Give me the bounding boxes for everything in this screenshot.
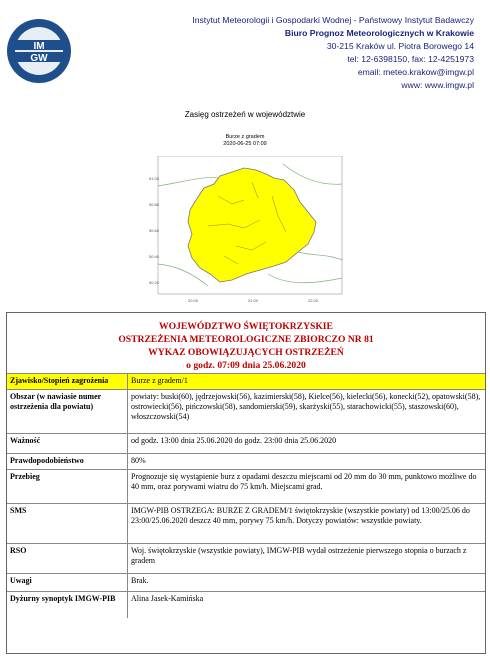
row-label: Obszar (w nawiasie numer ostrzeżenia dla powiatu) [7, 390, 128, 434]
email: email: meteo.krakow@imgw.pl [357, 67, 474, 77]
table-row [7, 454, 485, 470]
svg-text:GW: GW [30, 53, 48, 64]
lat-tick: 50.20 [149, 280, 160, 285]
svg-text:IM: IM [33, 41, 45, 52]
table-row [7, 374, 485, 390]
row-value: Brak. [128, 574, 486, 592]
row-value: Prognozuje się wystąpienie burz z opadami deszczu miejscami od 20 mm do 30 mm, punktowo możliwe do 40 mm, oraz porywami wiatru do 75 km/h. Miejscami grad. [128, 470, 486, 504]
lon-tick: 21.00 [248, 298, 259, 303]
row-value: 80% [128, 454, 486, 470]
table-row [7, 544, 485, 574]
lon-tick: 22.00 [308, 298, 319, 303]
address: 30-215 Kraków ul. Piotra Borowego 14 [326, 41, 474, 51]
table-row [7, 504, 485, 544]
row-label: Przebieg [7, 470, 128, 504]
row-label: Uwagi [7, 574, 128, 592]
lat-tick: 50.40 [149, 254, 160, 259]
warning-panel [6, 312, 486, 654]
issue-time-heading: o godz. 07:09 dnia 25.06.2020 [186, 360, 306, 371]
active-warnings-heading: WYKAZ OBOWIĄZUJĄCYCH OSTRZEŻEŃ [148, 347, 344, 358]
table-row [7, 574, 485, 592]
row-label: SMS [7, 504, 128, 544]
row-value: Burze z gradem/1 [128, 374, 486, 390]
row-label: Zjawisko/Stopień zagrożenia [7, 374, 128, 390]
table-row [7, 390, 485, 434]
row-value: Alina Jasek-Kamińska [128, 592, 486, 618]
map-caption-date: 2020-06-25 07:09 [223, 141, 267, 147]
map-canvas [148, 156, 344, 306]
row-label: Dyżurny synoptyk IMGW-PIB [7, 592, 128, 618]
institute-contact [192, 14, 474, 92]
letterhead [0, 0, 490, 100]
lat-tick: 50.60 [149, 228, 160, 233]
row-value: powiaty: buski(60), jędrzejowski(56), kazimierski(58), Kielce(56), kielecki(56), konecki(52), opatowski(58), ostrowiecki(56), pińczowski(58), sandomierski(59), skarżyski(55), starachowicki(55), staszowski(60), włoszczowski(54) [128, 390, 486, 434]
lat-tick: 51.00 [149, 176, 160, 181]
table-row [7, 434, 485, 454]
table-row [7, 470, 485, 504]
row-value: Woj. świętokrzyskie (wszystkie powiaty), IMGW-PIB wydał ostrzeżenie pierwszego stopnia o burzach z gradem [128, 544, 486, 574]
office-name: Biuro Prognoz Meteorologicznych w Krakowie [284, 28, 474, 38]
voivodeship-heading: WOJEWÓDZTWO ŚWIĘTOKRZYSKIE [159, 321, 333, 332]
table-row [7, 592, 485, 618]
warning-table [7, 373, 485, 618]
row-label: RSO [7, 544, 128, 574]
phone-fax: tel: 12-6398150, fax: 12-4251973 [347, 54, 474, 64]
row-value: IMGW-PIB OSTRZEGA: BURZE Z GRADEM/1 świętokrzyskie (wszystkie powiaty) od 13:00/25.06 do 23:00/25.06.2020 deszcz 40 mm, porywy 75 km/h. Dotyczy powiatów: wszystkie powiaty. [128, 504, 486, 544]
row-value: od godz. 13:00 dnia 25.06.2020 do godz. 23:00 dnia 25.06.2020 [128, 434, 486, 454]
map-caption-phenomenon: Burze z gradem [225, 134, 265, 140]
imgw-logo [6, 18, 72, 84]
row-label: Ważność [7, 434, 128, 454]
warning-map [140, 134, 350, 309]
warning-number-heading: OSTRZEŻENIA METEOROLOGICZNE ZBIORCZO NR 81 [118, 334, 374, 345]
row-label: Prawdopodobieństwo [7, 454, 128, 470]
lat-tick: 50.80 [149, 202, 160, 207]
lon-tick: 20.00 [188, 298, 199, 303]
website: www: www.imgw.pl [401, 80, 474, 90]
map-caption [140, 134, 350, 148]
institute-name: Instytut Meteorologii i Gospodarki Wodnej - Państwowy Instytut Badawczy [192, 15, 474, 25]
page-title: Zasięg ostrzeżeń w województwie [184, 110, 306, 119]
warning-title [7, 313, 485, 372]
